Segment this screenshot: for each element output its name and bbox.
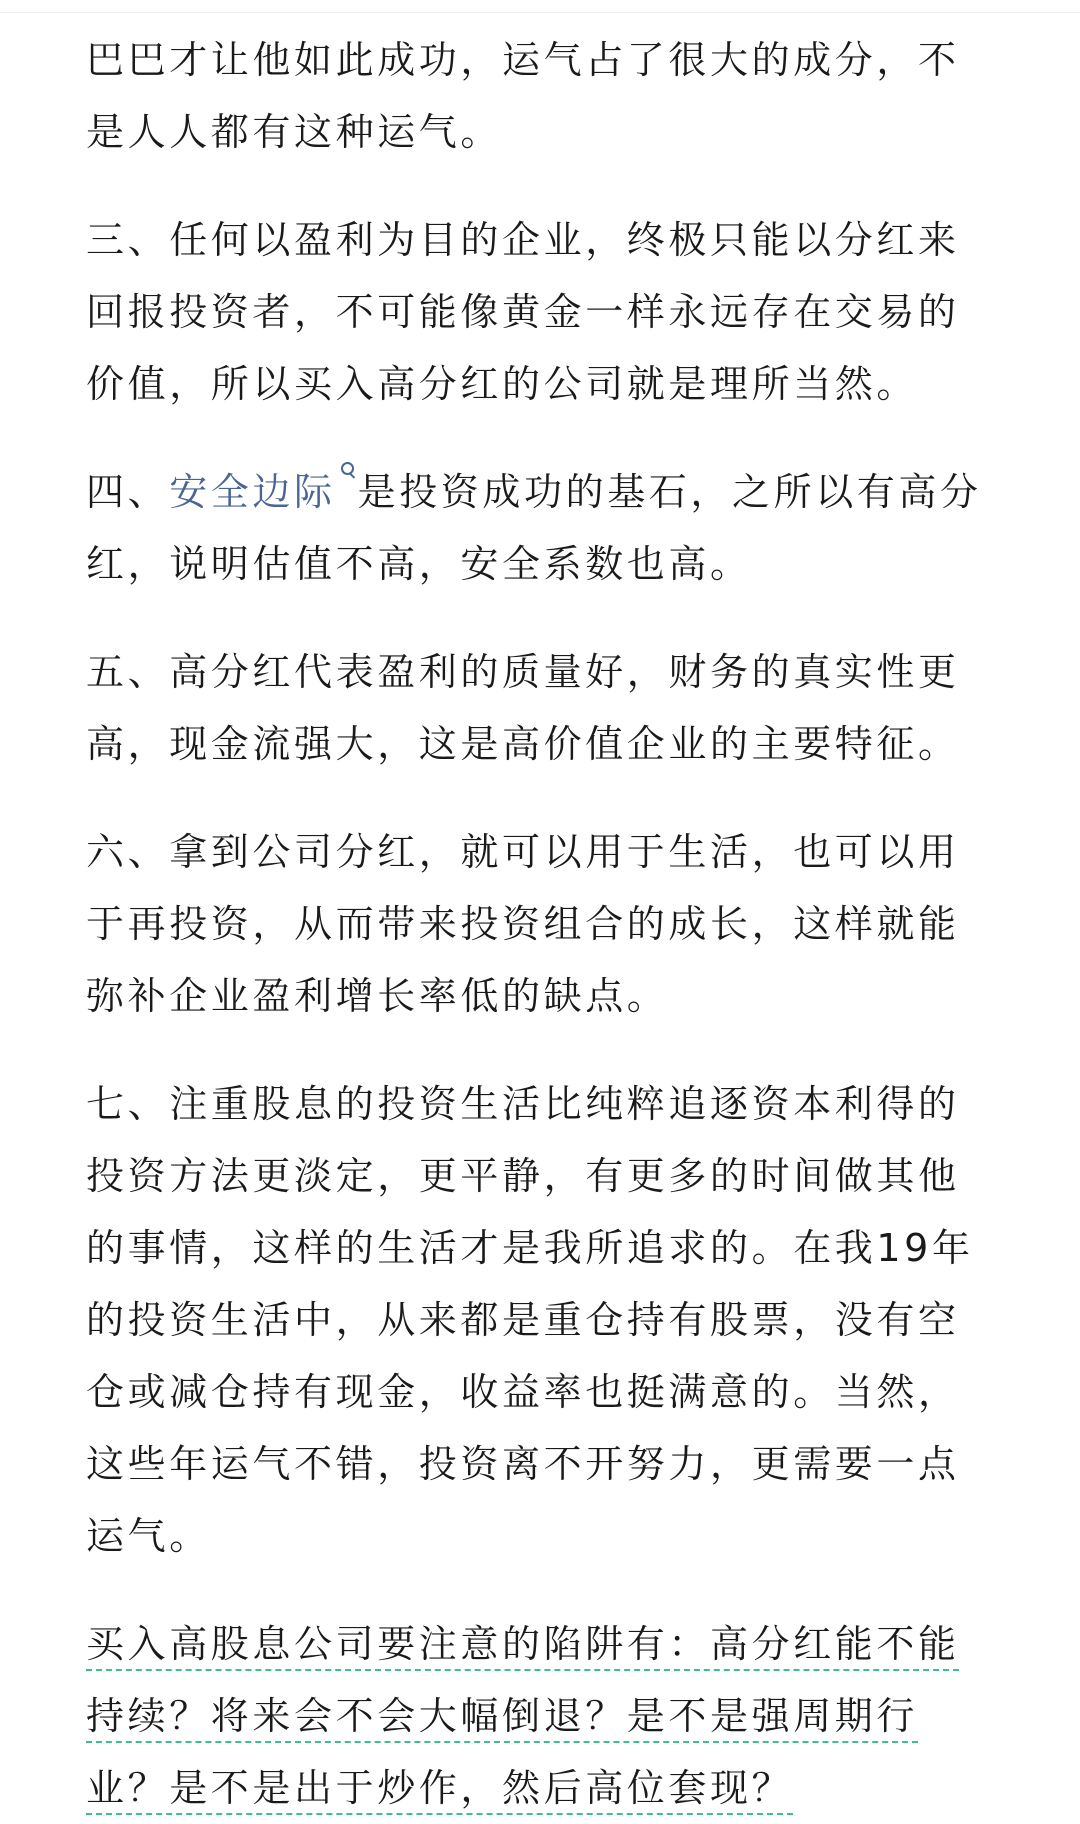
paragraph-point-3: 三、任何以盈利为目的企业，终极只能以分红来回报投资者，不可能像黄金一样永远存在交易的价值，所以买入高分红的公司就是理所当然。 (86, 218, 960, 406)
top-divider (0, 12, 1080, 13)
paragraph-point-4-prefix: 四、 (86, 470, 170, 514)
highlighted-paragraph[interactable] (86, 1608, 996, 1824)
search-icon (340, 461, 358, 483)
highlighted-paragraph-text: 买入高股息公司要注意的陷阱有：高分红能不能持续？将来会不会大幅倒退？是不是强周期行业？是不是出于炒作，然后高位套现？ (86, 1622, 960, 1810)
paragraph-point-4-suffix: 是投资成功的基石，之所以有高分红，说明估值不高，安全系数也高。 (86, 470, 982, 586)
safety-margin-link[interactable] (169, 470, 357, 514)
paragraph-intro: 巴巴才让他如此成功，运气占了很大的成分，不是人人都有这种运气。 (86, 38, 960, 154)
safety-margin-link-text: 安全边际 (169, 470, 336, 514)
paragraph-point-4 (86, 456, 996, 600)
paragraph-point-6: 六、拿到公司分红，就可以用于生活，也可以用于再投资，从而带来投资组合的成长，这样就能弥补企业盈利增长率低的缺点。 (86, 830, 960, 1018)
paragraph-point-5: 五、高分红代表盈利的质量好，财务的真实性更高，现金流强大，这是高价值企业的主要特征。 (86, 650, 960, 766)
paragraph-point-7: 七、注重股息的投资生活比纯粹追逐资本利得的投资方法更淡定，更平静，有更多的时间做其他的事情，这样的生活才是我所追求的。在我19年的投资生活中，从来都是重仓持有股票，没有空仓或减仓持有现金，收益率也挺满意的。当然，这些年运气不错，投资离不开努力，更需要一点运气。 (86, 1082, 974, 1558)
article-body (86, 24, 996, 1824)
